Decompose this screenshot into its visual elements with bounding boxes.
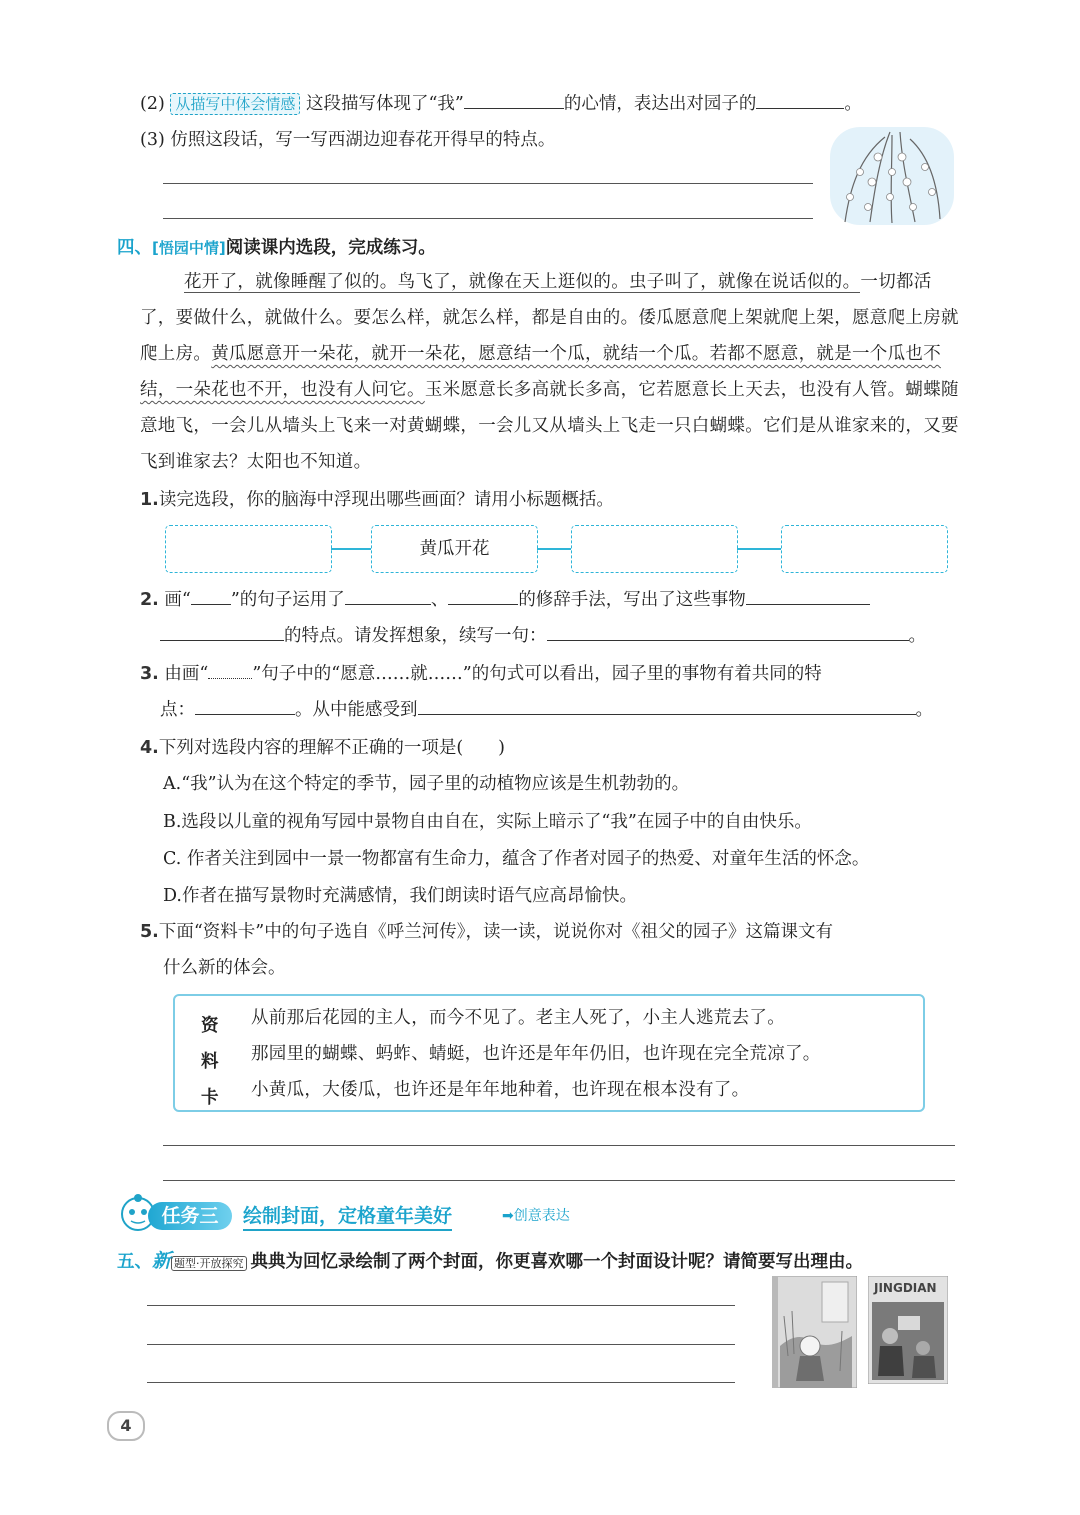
box-text: 黄瓜开花	[419, 539, 490, 559]
card-line: 那园里的蝴蝶、蚂蚱、蜻蜓，也许还是年年仍旧，也许现在完全荒凉了。	[251, 1044, 821, 1064]
section-title: 阅读课内选段，完成练习。	[225, 238, 436, 258]
item-text: 读完选段，你的脑海中浮现出哪些画面？请用小标题概括。	[158, 490, 614, 510]
passage-underlined-wavy: 黄瓜愿意开一朵花，就开一朵花，愿意结一个瓜，就结一个瓜。若都不愿意，就是一个瓜也不结，一朵花也不开，也没有人问它。	[140, 344, 941, 400]
skill-tag: 从描写中体会情感	[170, 93, 300, 115]
task-badge	[148, 1202, 232, 1230]
option-text: A.“我”认为在这个特定的季节，园子里的动植物应该是生机勃勃的。	[163, 774, 690, 794]
answer-blank[interactable]	[345, 586, 431, 605]
punctuation: 。	[844, 94, 862, 114]
item-3	[140, 660, 822, 685]
item-2	[140, 586, 870, 611]
answer-blank[interactable]	[448, 586, 518, 605]
item-5	[140, 918, 833, 943]
wavy-line-sample	[208, 660, 252, 679]
box-connector	[737, 548, 781, 550]
answer-blank[interactable]	[195, 696, 295, 715]
page-number: 4	[107, 1411, 145, 1441]
title-box-2[interactable]	[371, 525, 538, 573]
answer-blank[interactable]	[418, 696, 916, 715]
item-text: 由画“	[164, 664, 209, 684]
task-badge-text: 任务三	[161, 1205, 219, 1227]
new-tag: 新	[152, 1250, 172, 1272]
title-box-1[interactable]	[165, 525, 332, 573]
card-label-char: 卡	[201, 1088, 219, 1108]
answer-line[interactable]	[163, 183, 813, 184]
item-number: 1.	[140, 490, 159, 510]
question-3	[140, 126, 555, 151]
option-text: D.作者在描写景物时充满感情，我们朗读时语气应高昂愉快。	[163, 886, 637, 906]
book-cover-1	[772, 1276, 857, 1388]
section-number: 四、	[117, 238, 152, 258]
answer-line[interactable]	[163, 1180, 955, 1181]
reading-passage	[140, 264, 960, 480]
answer-line[interactable]	[147, 1382, 735, 1383]
title-box-3[interactable]	[571, 525, 738, 573]
item-5-cont	[163, 954, 286, 979]
passage-text: 玉米愿意长多高就长多高，它若愿意长上天去，也没有人管。蝴蝶随意地飞，一会儿从墙头上飞来一对黄蝴蝶，一会儿又从墙头上飞走一只白蝴蝶。它们是从谁家来的，又要飞到谁家去？太阳也不知道。	[140, 380, 959, 472]
answer-line[interactable]	[163, 1145, 955, 1146]
item-number: 3.	[140, 664, 159, 684]
item-text: ”的句子运用了	[230, 590, 345, 610]
punctuation: 。	[908, 626, 926, 646]
answer-blank[interactable]	[160, 622, 284, 641]
section-5-heading	[117, 1246, 863, 1273]
item-text: 的修辞手法，写出了这些事物	[518, 590, 746, 610]
item-2-cont	[160, 622, 926, 647]
question-number: (3)	[140, 130, 165, 150]
item-3-cont	[160, 696, 933, 721]
answer-line[interactable]	[147, 1305, 735, 1306]
option-d[interactable]	[163, 882, 637, 907]
option-a[interactable]	[163, 770, 689, 795]
title-box-4[interactable]	[781, 525, 948, 573]
item-text: 下列对选段内容的理解不正确的一项是( )	[158, 738, 505, 758]
question-number: (2)	[140, 94, 165, 114]
answer-blank[interactable]	[547, 622, 909, 641]
card-content	[251, 1000, 821, 1108]
task-title: 绘制封面，定格童年美好	[243, 1201, 452, 1231]
winter-jasmine-illustration	[830, 127, 954, 225]
cover-title: JINGDIAN	[874, 1281, 937, 1295]
passage-text: 一切都活了，要做什么，就做什么。要怎么样，就怎么样，都是自由的。倭瓜愿意爬上架就爬上架，愿意爬上房就爬上房。	[140, 272, 959, 364]
straight-line-sample	[191, 586, 231, 605]
punctuation: 。	[915, 700, 933, 720]
item-text: 、	[430, 590, 449, 610]
question-2	[140, 90, 862, 115]
question-text: 的心情，表达出对园子的	[563, 94, 757, 114]
card-line: 小黄瓜，大倭瓜，也许还是年年地种着，也许现在根本没有了。	[251, 1080, 750, 1100]
card-line: 从前那后花园的主人，而今不见了。老主人死了，小主人逃荒去了。	[251, 1008, 785, 1028]
answer-line[interactable]	[147, 1344, 735, 1345]
answer-blank[interactable]	[746, 586, 870, 605]
item-text: 点：	[160, 700, 195, 720]
card-label-char: 料	[201, 1052, 219, 1072]
card-label	[201, 1008, 219, 1116]
section-4-heading	[117, 234, 436, 259]
question-text: 仿照这段话，写一写西湖边迎春花开得早的特点。	[170, 130, 556, 150]
option-text: B.选段以儿童的视角写园中景物自由自在，实际上暗示了“我”在园子中的自由快乐。	[163, 812, 812, 832]
question-text: 这段描写体现了“我”	[305, 94, 464, 114]
box-connector	[537, 548, 571, 550]
task-link[interactable]: ➡创意表达	[502, 1208, 570, 1224]
item-4	[140, 734, 505, 759]
passage-underlined-straight: 花开了，就像睡醒了似的。鸟飞了，就像在天上逛似的。虫子叫了，就像在说话似的。	[184, 272, 861, 292]
item-text: ”句子中的“愿意……就……”的句式可以看出，园子里的事物有着共同的特	[252, 664, 822, 684]
item-number: 4.	[140, 738, 159, 758]
type-tag: 题型·开放探究	[171, 1256, 247, 1271]
book-cover-2	[868, 1276, 948, 1384]
item-number: 2.	[140, 590, 159, 610]
card-label-char: 资	[201, 1016, 219, 1036]
item-text: 的特点。请发挥想象，续写一句：	[284, 626, 547, 646]
item-text: 什么新的体会。	[163, 958, 286, 978]
info-card	[173, 994, 925, 1112]
option-c[interactable]	[163, 845, 869, 870]
item-text: 画“	[164, 590, 191, 610]
answer-blank[interactable]	[756, 90, 844, 109]
answer-blank[interactable]	[464, 90, 564, 109]
section-number: 五、	[117, 1252, 152, 1272]
section-tag: [悟园中情]	[152, 239, 226, 257]
item-text: 下面“资料卡”中的句子选自《呼兰河传》，读一读，说说你对《祖父的园子》这篇课文有	[158, 922, 833, 942]
section-title: 典典为回忆录绘制了两个封面，你更喜欢哪一个封面设计呢？请简要写出理由。	[250, 1252, 864, 1272]
option-b[interactable]	[163, 808, 812, 833]
answer-line[interactable]	[163, 218, 813, 219]
box-connector	[331, 548, 371, 550]
item-number: 5.	[140, 922, 159, 942]
item-1	[140, 486, 614, 511]
item-text: 。从中能感受到	[295, 700, 418, 720]
option-text: C. 作者关注到园中一景一物都富有生命力，蕴含了作者对园子的热爱、对童年生活的怀念。	[163, 849, 870, 869]
